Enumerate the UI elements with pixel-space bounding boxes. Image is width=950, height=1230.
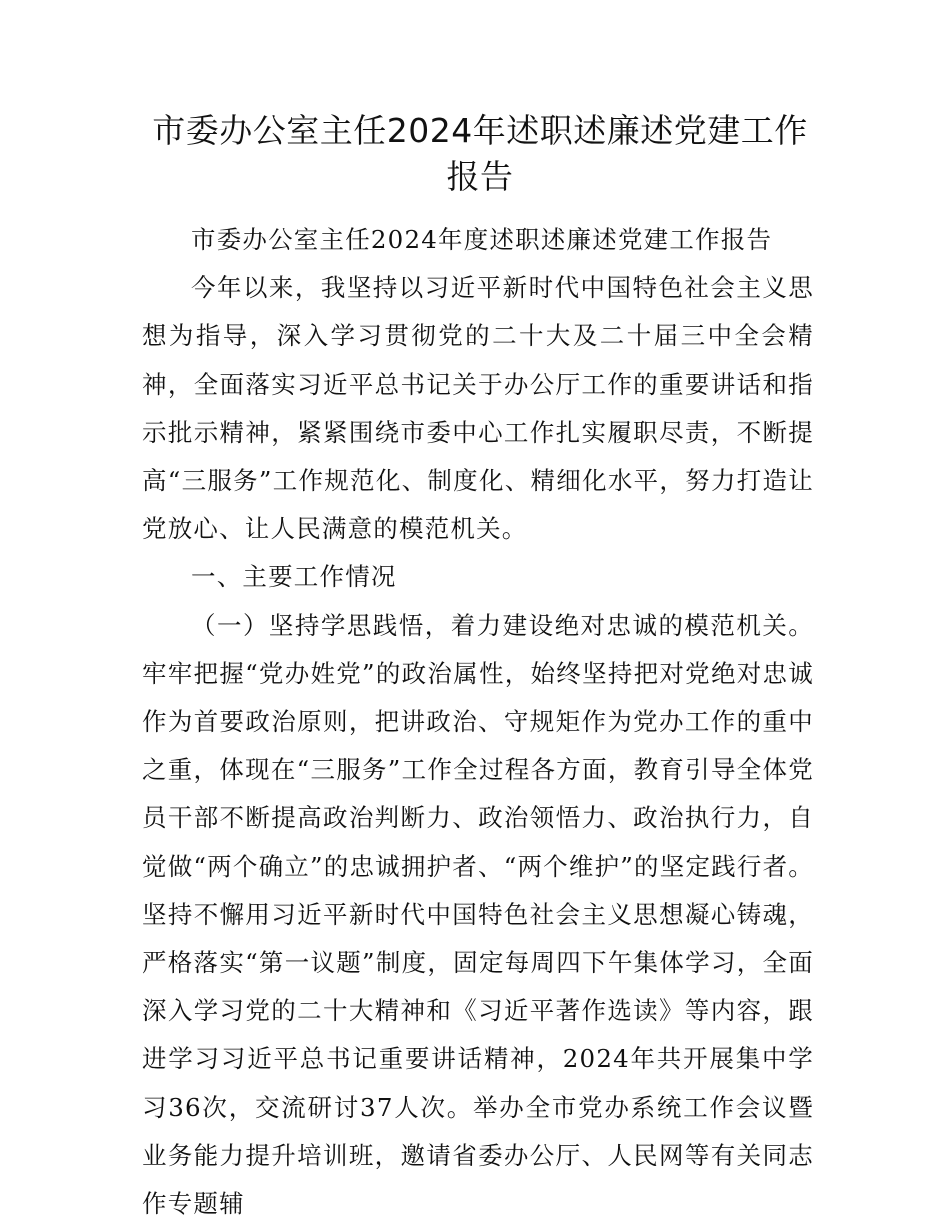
document-body — [142, 216, 814, 1228]
document-title: 市委办公室主任2024年述职述廉述党建工作报告 — [152, 111, 808, 196]
subtitle-paragraph: 市委办公室主任2024年度述职述廉述党建工作报告 — [191, 225, 773, 254]
body-paragraph: （一）坚持学思践悟，着力建设绝对忠诚的模范机关。牢牢把握“党办姓党”的政治属性，始终坚持把对党绝对忠诚作为首要政治原则，把讲政治、守规矩作为党办工作的重中之重，体现在“三服务”工作全过程各方面，教育引导全体党员干部不断提高政治判断力、政治领悟力、政治执行力，自觉做“两个确立”的忠诚拥护者、“两个维护”的坚定践行者。坚持不懈用习近平新时代中国特色社会主义思想凝心铸魂，严格落实“第一议题”制度，固定每周四下午集体学习，全面深入学习党的二十大精神和《习近平著作选读》等内容，跟进学习习近平总书记重要讲话精神，2024年共开展集中学习36次，交流研讨37人次。举办全市党办系统工作会议暨业务能力提升培训班，邀请省委办公厅、人民网等有关同志作专题辅 — [142, 610, 814, 1219]
section-heading: 一、主要工作情况 — [191, 562, 397, 592]
intro-paragraph: 今年以来，我坚持以习近平新时代中国特色社会主义思想为指导，深入学习贯彻党的二十大及二十届三中全会精神，全面落实习近平总书记关于办公厅工作的重要讲话和指示批示精神，紧紧围绕市委中心工作扎实履职尽责，不断提高“三服务”工作规范化、制度化、精细化水平，努力打造让党放心、让人民满意的模范机关。 — [142, 273, 814, 544]
